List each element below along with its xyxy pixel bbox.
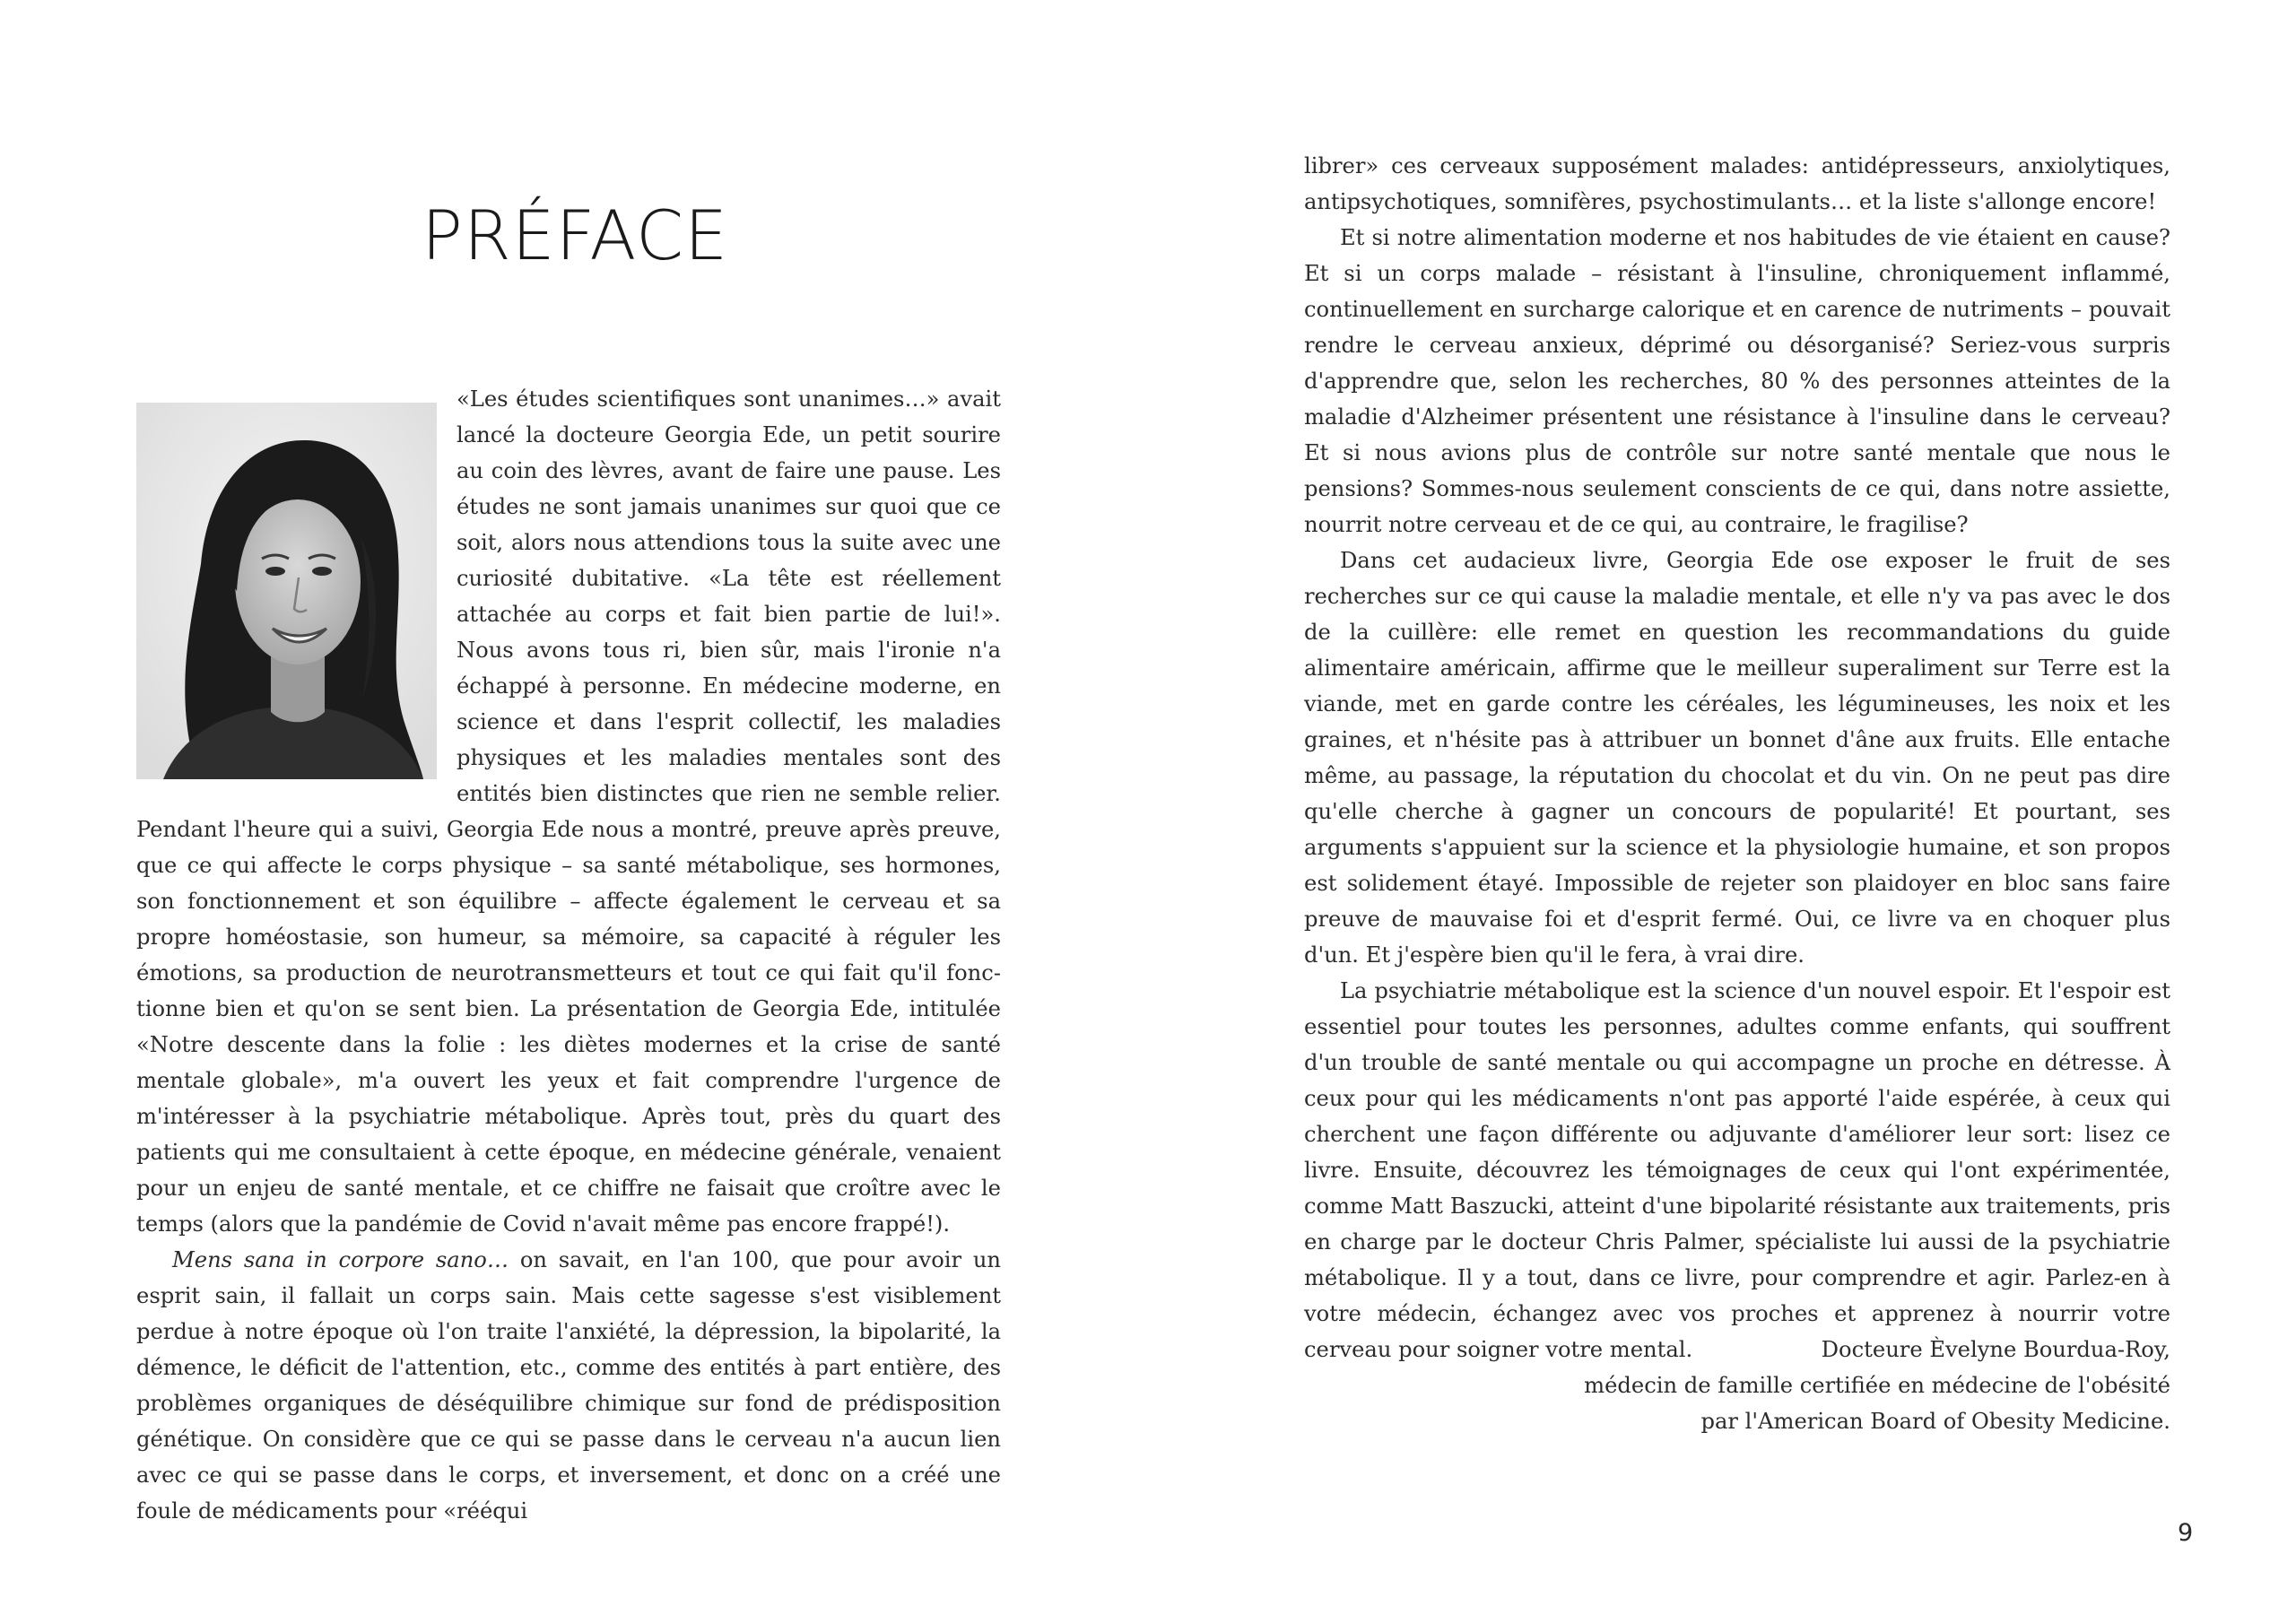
preface-paragraph-1: «Les études scientifiques sont unanimes…» avait lancé la docteure Georgia Ede, un petit sourire au coin des lèvres, avant de faire une pause. Les études ne sont jamais unanimes sur quoi que ce soit, alors nous attendions tous la suite avec une curiosité dubitative. «La tête est réellement attachée au corps et fait bien partie de lui!». Nous avons tous ri, bien sûr, mais l'ironie n'a échappé à personne. En médecine moderne, en science et dans l'esprit collectif, les maladies physiques et les maladies mentales sont des entités bien distinctes que rien ne semble relier. Pendant l'heure qui a suivi, Georgia Ede nous a montré, preuve après preuve, que ce qui affecte le corps physique – sa santé métabolique, ses hormones, son fonctionnement et son équilibre – affecte également le cerveau et sa propre homéostasie, son humeur, sa mémoire, sa capacité à réguler les émotions, sa production de neurotransmetteurs et tout ce qui fait qu'il fonctionne bien et qu'on se sent bien. La présentation de Georgia Ede, intitulée «Notre descente dans la folie : les diètes modernes et la crise de santé mentale globale», m'a ouvert les yeux et fait comprendre l'urgence de m'intéresser à la psychiatrie métabolique. Après tout, près du quart des patients qui me consultaient à cette époque, en médecine générale, venaient pour un enjeu de santé mentale, et ce chiffre ne faisait que croître avec le temps (alors que la pandémie de Covid n'avait même pas encore frappé!). [136, 386, 1001, 1237]
portrait-photo-illustration [136, 403, 437, 779]
right-text-column [1304, 148, 2170, 1367]
left-text-column [136, 381, 1001, 1529]
page-number: 9 [2178, 1519, 2194, 1547]
signature-block [1304, 1332, 2170, 1439]
preface-paragraph-2 [136, 1242, 1001, 1529]
latin-quote: Mens sana in corpore sano… [172, 1247, 509, 1272]
preface-paragraph-2-text: on savait, en l'an 100, que pour avoir un esprit sain, il fallait un corps sain. Mais cette sagesse s'est visiblement perdue à notre époque où l'on traite l'anxiété, la dépression, la bipolarité, la démence, le déficit de l'attention, etc., comme des entités à part entière, des problèmes organiques de déséquilibre chimique sur fond de prédisposition génétique. On considère que ce qui se passe dans le cerveau n'a aucun lien avec ce qui se passe dans le corps, et inversement, et donc on a créé une foule de médicaments pour «rééqui [136, 1247, 1001, 1524]
page-title: PRÉFACE [422, 195, 729, 275]
preface-paragraph-6: La psychiatrie métabolique est la science d'un nouvel espoir. Et l'espoir est essentiel pour toutes les personnes, adultes comme enfants, qui souffrent d'un trouble de santé mentale ou qui accompagne un proche en détresse. À ceux pour qui les médicaments n'ont pas apporté l'aide espérée, à ceux qui cherchent une façon différente ou adjuvante d'améliorer leur sort: lisez ce livre. Ensuite, découvrez les témoignages de ceux qui l'ont expérimentée, comme Matt Baszucki, atteint d'une bipolarité résistante aux traitements, pris en charge par le docteur Chris Palmer, spécialiste lui aussi de la psychiatrie métabolique. Il y a tout, dans ce livre, pour comprendre et agir. Parlez-en à votre médecin, échangez avec vos proches et apprenez à nourrir votre cerveau pour soigner votre mental. [1304, 978, 2170, 1362]
preface-paragraph-5: Dans cet audacieux livre, Georgia Ede ose exposer le fruit de ses recherches sur ce qui cause la maladie mentale, et elle n'y va pas avec le dos de la cuillère: elle remet en question les recommandations du guide alimentaire américain, affirme que le meilleur superaliment sur Terre est la viande, met en garde contre les céréales, les légumineuses, les noix et les graines, et n'hésite pas à attribuer un bonnet d'âne aux fruits. Elle entache même, au passage, la réputation du chocolat et du vin. On ne peut pas dire qu'elle cherche à gagner un concours de popularité! Et pourtant, ses arguments s'appuient sur la science et la physiologie humaine, et son propos est solidement étayé. Impossible de rejeter son plaidoyer en bloc sans faire preuve de mauvaise foi et d'esprit fermé. Oui, ce livre va en choquer plus d'un. Et j'espère bien qu'il le fera, à vrai dire. [1304, 548, 2170, 968]
signature-board: par l'American Board of Obesity Medicine. [1700, 1409, 2170, 1434]
preface-paragraph-3: librer» ces cerveaux supposément malades: antidépresseurs, anxiolytiques, antipsychotiques, somnifères, psychostimulants… et la liste s'allonge encore! [1304, 153, 2170, 214]
author-portrait [136, 403, 437, 779]
right-page [1148, 0, 2296, 1606]
signature-title: médecin de famille certifiée en médecine de l'obésité [1584, 1373, 2170, 1398]
signature-name: Docteure Èvelyne Bourdua-Roy, [1821, 1337, 2170, 1362]
preface-paragraph-4: Et si notre alimentation moderne et nos habitudes de vie étaient en cause? Et si un corps malade – résistant à l'insuline, chroniquement inflammé, continuellement en surcharge calorique et en carence de nutriments – pouvait rendre le cerveau anxieux, déprimé ou désorganisé? Seriez-vous surpris d'apprendre que, selon les recherches, 80 % des personnes atteintes de la maladie d'Alzheimer présentent une résistance à l'insuline dans le cerveau? Et si nous avions plus de contrôle sur notre santé mentale que nous le pensions? Sommes-nous seulement conscients de ce qui, dans notre assiette, nourrit notre cerveau et de ce qui, au contraire, le fragilise? [1304, 225, 2170, 537]
